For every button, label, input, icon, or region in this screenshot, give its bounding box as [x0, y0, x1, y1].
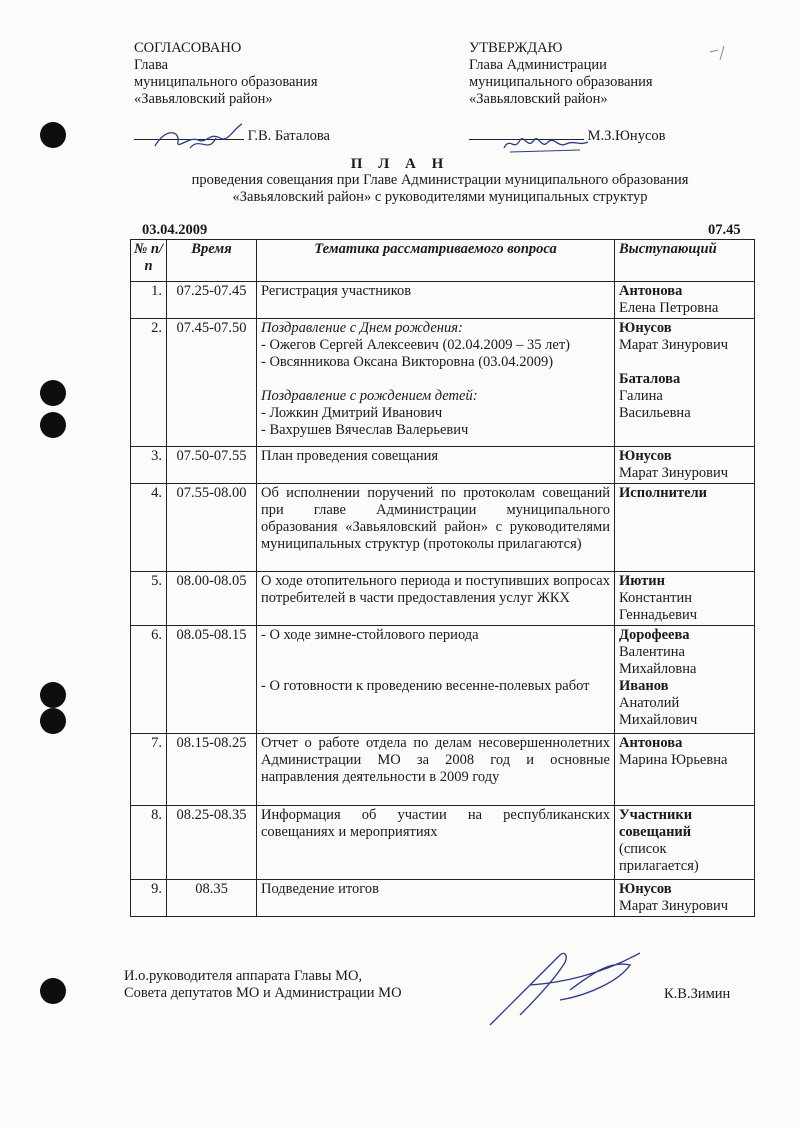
row-topic: Подведение итогов: [257, 880, 615, 917]
table-row: [131, 734, 755, 806]
topic-line: - О готовности к проведению весенне-полевых работ: [261, 678, 590, 694]
topic-heading: Поздравление с рождением детей:: [261, 388, 478, 404]
row-topic: Об исполнении поручений по протоколам совещаний при главе Администрации муниципального образования «Завьяловский район» с руководителями муниципальных структур (протоколы прилагаются): [257, 484, 615, 572]
speaker-name: Марат Зинурович: [619, 898, 729, 914]
approval-right-heading: УТВЕРЖДАЮ: [469, 40, 563, 56]
row-time: 08.35: [167, 880, 257, 917]
approval-left-line: Глава: [134, 57, 169, 73]
row-num: 6.: [131, 626, 167, 734]
speaker-surname: Исполнители: [619, 485, 708, 501]
table-row: [131, 282, 755, 319]
speaker-name: Марат Зинурович: [619, 337, 729, 353]
row-speaker: [615, 572, 755, 626]
header-num: № п/п: [131, 240, 167, 282]
speaker-surname: Баталова: [619, 371, 681, 387]
row-topic: [257, 626, 615, 734]
row-num: 1.: [131, 282, 167, 319]
subtitle-line: «Завьяловский район» с руководителями муниципальных структур: [232, 189, 648, 205]
speaker-surname: Антонова: [619, 735, 683, 751]
document-subtitle: [150, 172, 730, 206]
row-num: 9.: [131, 880, 167, 917]
speaker-name: Марина Юрьевна: [619, 752, 728, 768]
subtitle-line: проведения совещания при Главе Администрации муниципального образования: [191, 172, 689, 188]
row-num: 7.: [131, 734, 167, 806]
table-row: [131, 572, 755, 626]
table-header-row: [131, 240, 755, 282]
header-topic: Тематика рассматриваемого вопроса: [257, 240, 615, 282]
row-num: 3.: [131, 447, 167, 484]
row-speaker: [615, 484, 755, 572]
approval-left-heading: СОГЛАСОВАНО: [134, 40, 242, 56]
row-time: 08.25-08.35: [167, 806, 257, 880]
footer-position: [124, 968, 402, 1002]
speaker-group: совещаний: [619, 824, 692, 840]
signature-footer: [470, 945, 650, 1035]
row-time: 07.25-07.45: [167, 282, 257, 319]
speaker-surname: Дорофеева: [619, 627, 690, 643]
speaker-name: Михайловна: [619, 661, 697, 677]
table-row: [131, 484, 755, 572]
topic-line: - Овсянникова Оксана Викторовна (03.04.2009): [261, 354, 554, 370]
speaker-surname: Иютин: [619, 573, 665, 589]
table-row: [131, 880, 755, 917]
row-topic: План проведения совещания: [257, 447, 615, 484]
row-topic: Отчет о работе отдела по делам несовершеннолетних Администрации МО за 2008 год и основные направления деятельности в 2009 году: [257, 734, 615, 806]
speaker-name: Валентина: [619, 644, 685, 660]
binder-hole: [40, 708, 66, 734]
speaker-name: Елена Петровна: [619, 300, 719, 316]
row-num: 2.: [131, 319, 167, 447]
approval-right-signer: М.З.Юнусов: [587, 128, 666, 144]
speaker-surname: Юнусов: [619, 448, 672, 464]
row-topic: [257, 319, 615, 447]
row-num: 5.: [131, 572, 167, 626]
speaker-note: (список: [619, 841, 667, 857]
approval-right-line: Глава Администрации: [469, 57, 607, 73]
row-speaker: [615, 880, 755, 917]
speaker-name: Геннадьевич: [619, 607, 697, 623]
binder-hole: [40, 380, 66, 406]
binder-hole: [40, 978, 66, 1004]
row-speaker: [615, 626, 755, 734]
topic-line: - Ожегов Сергей Алексеевич (02.04.2009 – 35 лет): [261, 337, 570, 353]
row-speaker: [615, 447, 755, 484]
speaker-surname: Юнусов: [619, 881, 672, 897]
row-time: 08.00-08.05: [167, 572, 257, 626]
topic-heading: Поздравление с Днем рождения:: [261, 320, 463, 336]
document-title: П Л А Н: [350, 156, 450, 172]
speaker-surname: Антонова: [619, 283, 683, 299]
row-time: 07.45-07.50: [167, 319, 257, 447]
row-time: 07.50-07.55: [167, 447, 257, 484]
speaker-note: прилагается): [619, 858, 699, 874]
topic-line: - Ложкин Дмитрий Иванович: [261, 405, 443, 421]
binder-hole: [40, 122, 66, 148]
table-row: [131, 447, 755, 484]
document-date: 03.04.2009: [142, 222, 208, 238]
row-topic: Регистрация участников: [257, 282, 615, 319]
row-num: 4.: [131, 484, 167, 572]
speaker-name: Марат Зинурович: [619, 465, 729, 481]
table-row: [131, 319, 755, 447]
corner-mark: [706, 42, 736, 62]
footer-line: И.о.руководителя аппарата Главы МО,: [124, 968, 363, 984]
speaker-surname: Иванов: [619, 678, 669, 694]
speaker-name: Васильевна: [619, 405, 691, 421]
topic-line: - О ходе зимне-стойлового периода: [261, 627, 479, 643]
speaker-name: Константин: [619, 590, 692, 606]
row-speaker: [615, 319, 755, 447]
binder-hole: [40, 682, 66, 708]
binder-hole: [40, 412, 66, 438]
speaker-surname: Юнусов: [619, 320, 672, 336]
row-topic: Информация об участии на республиканских совещаниях и мероприятиях: [257, 806, 615, 880]
speaker-name: Анатолий: [619, 695, 680, 711]
table-row: [131, 626, 755, 734]
approval-right-line: «Завьяловский район»: [469, 91, 608, 107]
row-time: 07.55-08.00: [167, 484, 257, 572]
table-row: [131, 806, 755, 880]
row-speaker: [615, 734, 755, 806]
approval-right-line: муниципального образования: [469, 74, 653, 90]
approval-left-signer: Г.В. Баталова: [247, 128, 330, 144]
topic-line: - Вахрушев Вячеслав Валерьевич: [261, 422, 469, 438]
start-time: 07.45: [708, 222, 741, 238]
row-time: 08.15-08.25: [167, 734, 257, 806]
speaker-name: Галина: [619, 388, 663, 404]
speaker-group: Участники: [619, 807, 693, 823]
row-speaker: [615, 806, 755, 880]
footer-line: Совета депутатов МО и Администрации МО: [124, 985, 402, 1001]
footer-signer: К.В.Зимин: [664, 986, 731, 1002]
header-speaker: Выступающий: [615, 240, 755, 282]
speaker-name: Михайлович: [619, 712, 698, 728]
agenda-table: [130, 239, 755, 917]
approval-left-line: «Завьяловский район»: [134, 91, 273, 107]
row-time: 08.05-08.15: [167, 626, 257, 734]
header-time: Время: [167, 240, 257, 282]
row-num: 8.: [131, 806, 167, 880]
row-topic: О ходе отопительного периода и поступивших вопросах потребителей в части предоставления услуг ЖКХ: [257, 572, 615, 626]
row-speaker: [615, 282, 755, 319]
approval-left-line: муниципального образования: [134, 74, 318, 90]
